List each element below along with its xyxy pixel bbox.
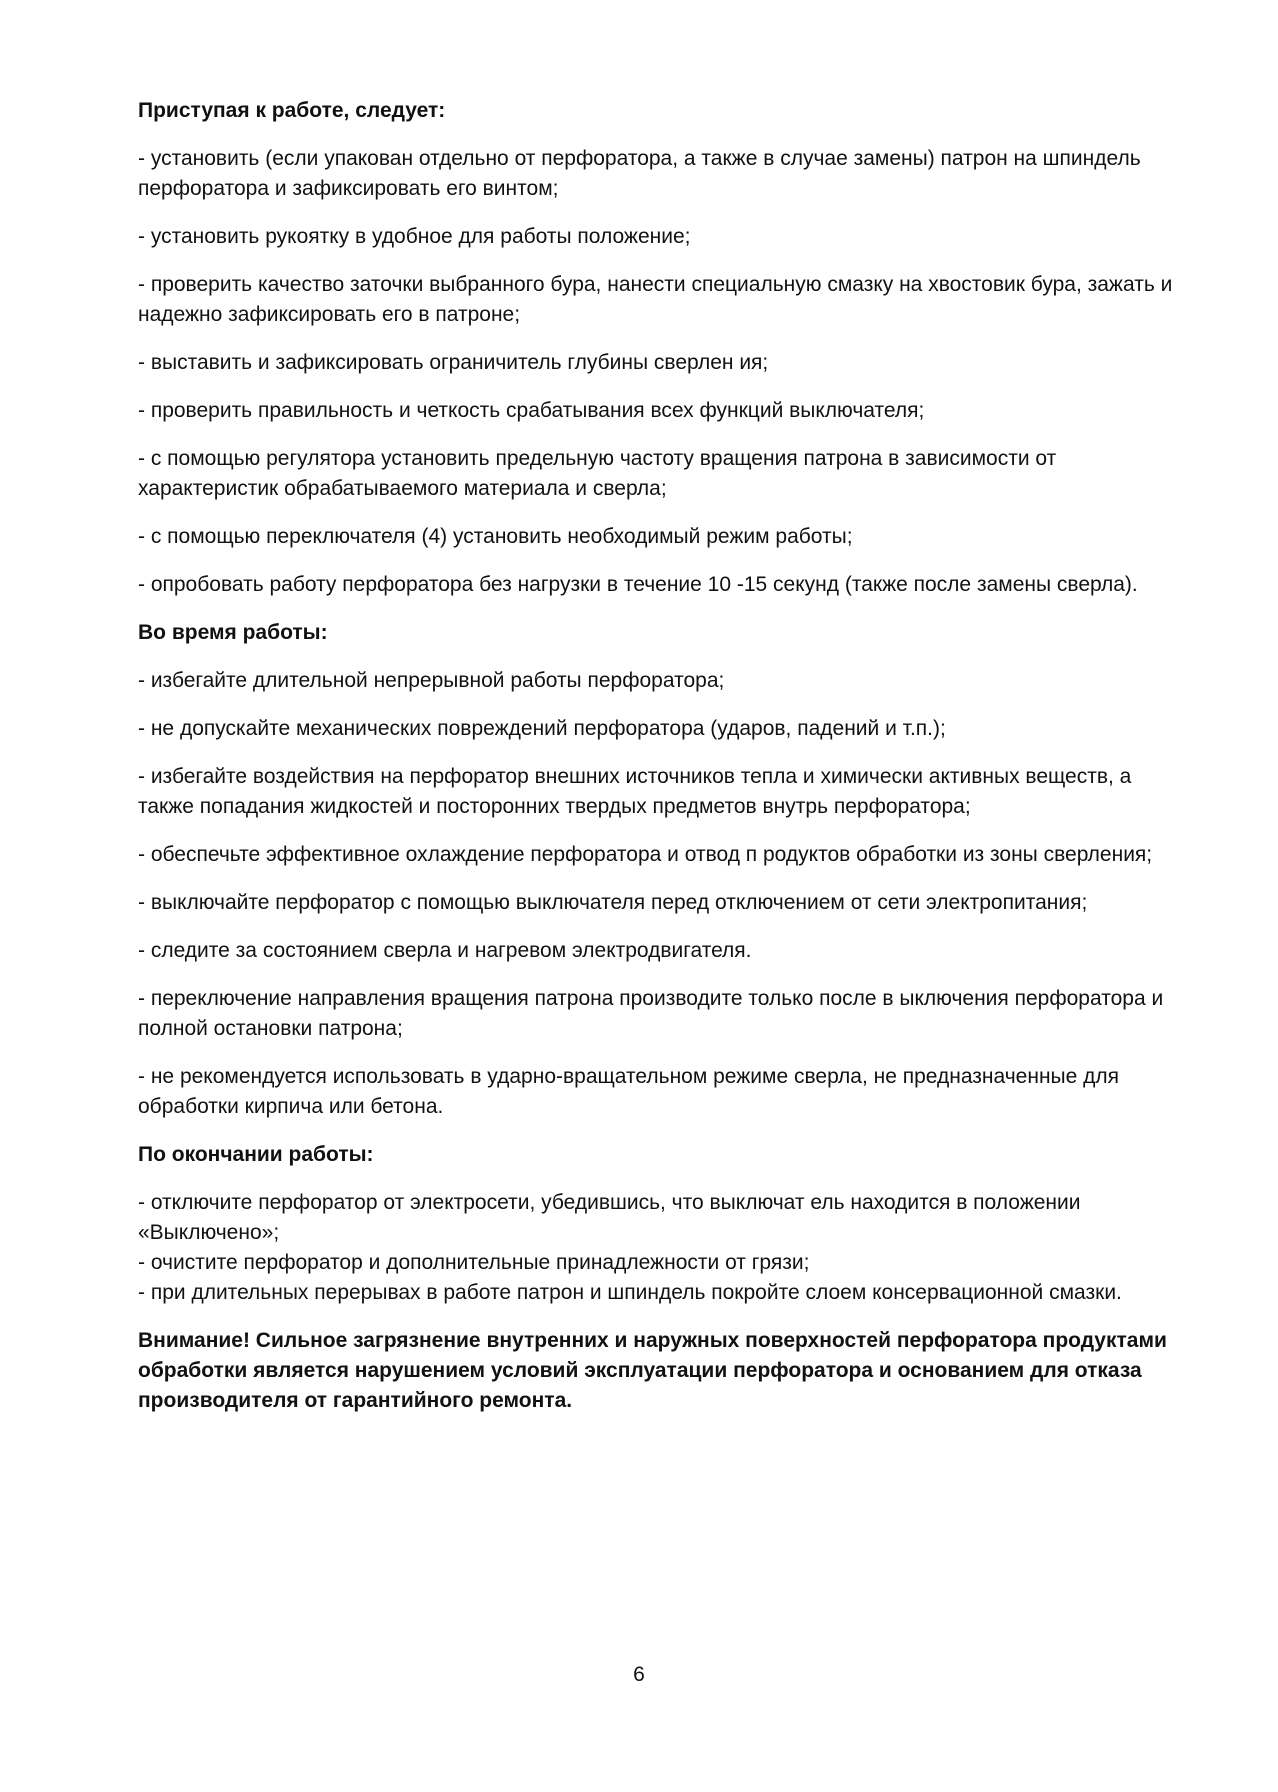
list-item: - проверить правильность и четкость срабатывания всех функций выключателя; — [138, 399, 925, 422]
list-item: - избегайте длительной непрерывной работы перфоратора; — [138, 669, 725, 692]
list-item: - выключайте перфоратор с помощью выключателя перед отключением от сети электропитания; — [138, 891, 1088, 914]
list-item: - переключение направления вращения патрона производите только после в ыключения перфоратора и полной остановки патрона; — [138, 987, 1164, 1040]
list-item: - не допускайте механических повреждений перфоратора (ударов, падений и т.п.); — [138, 717, 946, 740]
section-heading-after: По окончании работы: — [138, 1143, 374, 1166]
page-number: 6 — [633, 1663, 645, 1686]
list-item: - проверить качество заточки выбранного бура, нанести специальную смазку на хвостовик бура, зажать и надежно зафиксировать его в патроне; — [138, 273, 1173, 326]
list-item: - опробовать работу перфоратора без нагрузки в течение 10 -15 секунд (также после замены сверла). — [138, 573, 1138, 596]
list-item: - установить (если упакован отдельно от перфоратора, а также в случае замены) патрон на шпиндель перфоратора и зафиксировать его винтом; — [138, 147, 1141, 200]
list-item: - отключите перфоратор от электросети, убедившись, что выключат ель находится в положении «Выключено»; — [138, 1191, 1081, 1244]
list-item: - обеспечьте эффективное охлаждение перфоратора и отвод п родуктов обработки из зоны сверления; — [138, 843, 1153, 866]
list-item: - не рекомендуется использовать в ударно-вращательном режиме сверла, не предназначенные для обработки кирпича или бетона. — [138, 1065, 1120, 1118]
list-item: - с помощью регулятора установить предельную частоту вращения патрона в зависимости от характеристик обрабатываемого материала и сверла; — [138, 447, 1057, 500]
list-item: - с помощью переключателя (4) установить необходимый режим работы; — [138, 525, 853, 548]
list-item: - при длительных перерывах в работе патрон и шпиндель покройте слоем консервационной смазки. — [138, 1281, 1122, 1304]
list-item: - следите за состоянием сверла и нагревом электродвигателя. — [138, 939, 752, 962]
after-work-list — [138, 1188, 1178, 1308]
section-heading-start: Приступая к работе, следует: — [138, 99, 446, 122]
list-item: - установить рукоятку в удобное для работы положение; — [138, 225, 691, 248]
section-heading-during: Во время работы: — [138, 621, 328, 644]
list-item: - избегайте воздействия на перфоратор внешних источников тепла и химически активных веществ, а также попадания жидкостей и посторонних твердых предметов внутрь перфоратора; — [138, 765, 1132, 818]
warning-paragraph: Внимание! Сильное загрязнение внутренних и наружных поверхностей перфоратора продуктами обработки является нарушением условий эксплуатации перфоратора и основанием для отказа производителя от гарантийного ремонта. — [138, 1329, 1167, 1412]
list-item: - выставить и зафиксировать ограничитель глубины сверлен ия; — [138, 351, 769, 374]
document-page — [138, 96, 1178, 1416]
list-item: - очистите перфоратор и дополнительные принадлежности от грязи; — [138, 1251, 810, 1274]
